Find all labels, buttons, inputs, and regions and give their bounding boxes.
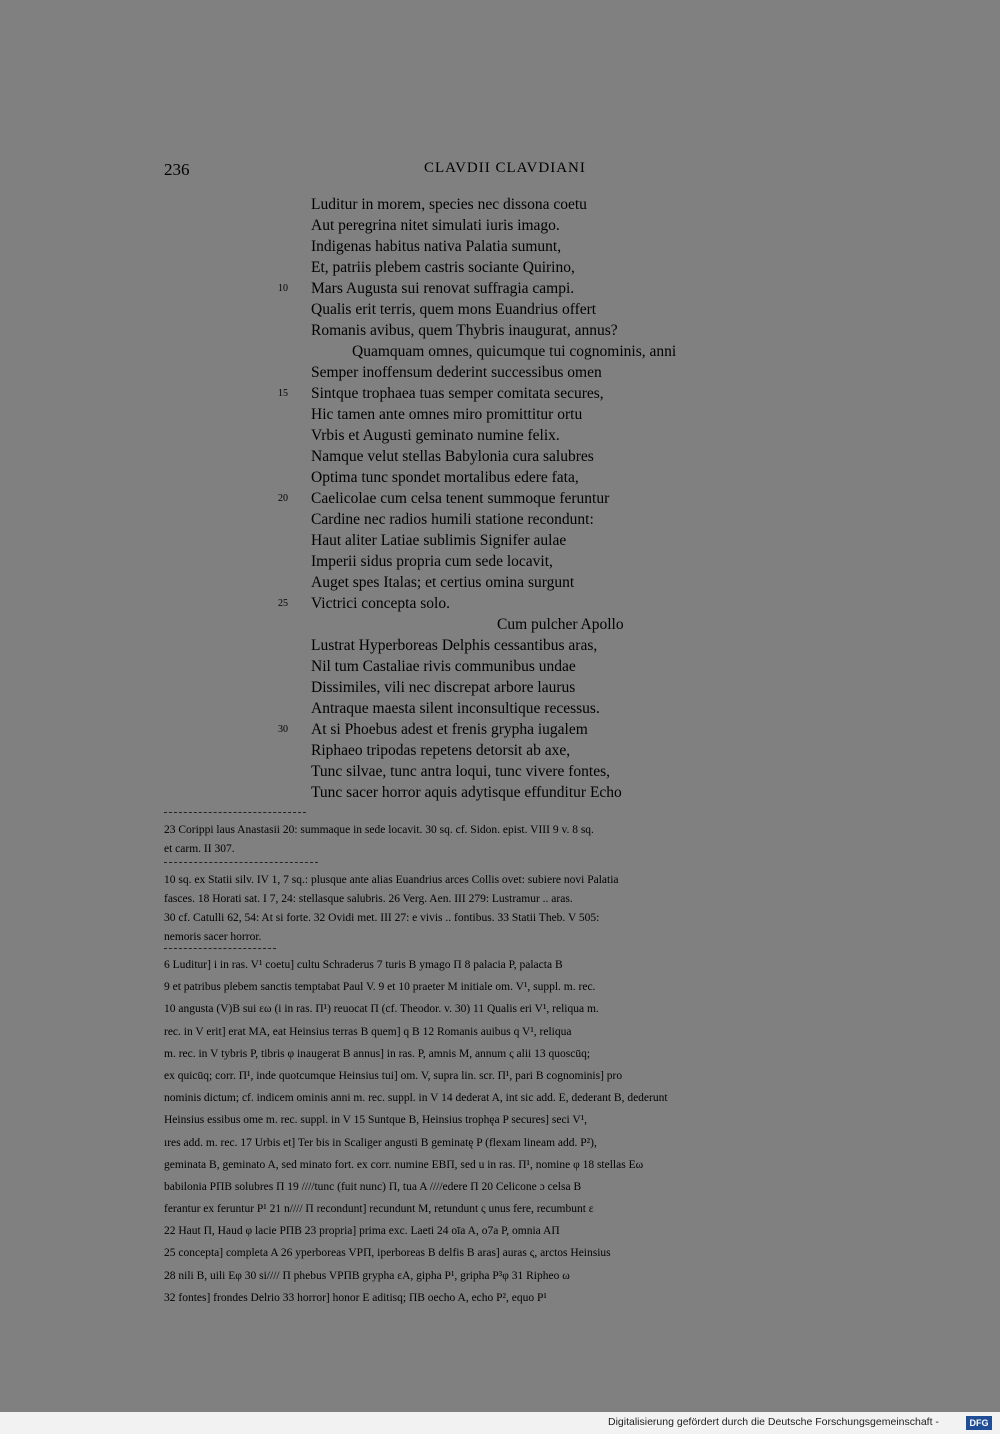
apparatus-line: 9 et patribus plebem sanctis temptabat Paul V. 9 et 10 praeter M initiale om. V¹, suppl. m. rec. [164,981,596,994]
separator-rule [164,862,318,863]
verse-text: Tunc sacer horror aquis adytisque effunditur Echo [311,784,622,801]
verse-line [0,299,1000,320]
line-number: 30 [278,724,288,735]
verse-line [0,530,1000,551]
verse-line [0,236,1000,257]
verse-line [0,656,1000,677]
note-line: et carm. II 307. [164,843,235,855]
note-line: 10 sq. ex Statii silv. IV 1, 7 sq.: plusque ante alias Euandrius arces Collis ovet: subiere novi Palatia [164,874,619,886]
verse-line [0,362,1000,383]
line-number: 20 [278,493,288,504]
apparatus-line: ex quicūq; corr. Π¹, inde quotcumque Heinsius tui] om. V, supra lin. scr. Π¹, pari B cognominis] pro [164,1069,623,1082]
verse-text: Romanis avibus, quem Thybris inaugurat, annus? [311,322,618,339]
verse-line [0,782,1000,803]
apparatus-line: ıres add. m. rec. 17 Urbis et] Ter bis in Scaliger angusti B geminatę P (flexam lineam add. P²), [164,1136,597,1149]
note-line: 30 cf. Catulli 62, 54: At si forte. 32 Ovidi met. III 27: e vivis .. fontibus. 33 Statii Theb. V 505: [164,912,600,924]
source-notes-a [164,821,836,859]
verse-line [0,488,1000,509]
verse-line [0,257,1000,278]
verse-line [0,551,1000,572]
verse-line [0,572,1000,593]
apparatus-line: 28 nili B, uili Eφ 30 si//// Π phebus VPΠB grypha εA, gipha P¹, gripha P³φ 31 Ripheo ω [164,1269,570,1282]
source-notes-b [164,871,836,947]
verse-text: Auget spes Italas; et certius omina surgunt [311,574,575,591]
apparatus-line: 32 fontes] frondes Delrio 33 horror] honor E aditisq; ΠB oecho A, echo P², equo P¹ [164,1291,547,1304]
verse-text: Qualis erit terris, quem mons Euandrius offert [311,301,597,318]
apparatus-line: ferantur ex feruntur P¹ 21 n//// Π recondunt] recundunt M, retundunt ς unus fere, recumbunt ε [164,1203,594,1216]
verse-text: Caelicolae cum celsa tenent summoque feruntur [311,490,610,507]
verse-text: Hic tamen ante omnes miro promittitur ortu [311,406,583,423]
verse-text: Dissimiles, vili nec discrepat arbore laurus [311,679,576,696]
verse-text: Riphaeo tripodas repetens detorsit ab axe, [311,742,571,759]
verse-line [0,278,1000,299]
separator-rule [164,812,306,813]
line-number: 10 [278,283,288,294]
verse-line [0,593,1000,614]
verse-line [0,761,1000,782]
verse-line [0,320,1000,341]
apparatus-line: 10 angusta (V)B sui εω (i in ras. Π¹) reuocat Π (cf. Theodor. v. 30) 11 Qualis eri V¹, reliqua m. [164,1003,599,1016]
verse-line [0,719,1000,740]
verse-line [0,425,1000,446]
verse-line [0,698,1000,719]
verse-text: Antraque maesta silent inconsultique recessus. [311,700,600,717]
apparatus-line: rec. in V erit] erat MA, eat Heinsius terras B quem] q B 12 Romanis auibus q V¹, reliqua [164,1025,572,1038]
verse-text: At si Phoebus adest et frenis grypha iugalem [311,721,588,738]
note-line: 23 Corippi laus Anastasii 20: summaque in sede locavit. 30 sq. cf. Sidon. epist. VIII 9 v. 8 sq. [164,824,594,836]
verse-text: Sintque trophaea tuas semper comitata secures, [311,385,604,402]
apparatus-line: 6 Luditur] i in ras. V¹ coetu] cultu Schraderus 7 turis B ymago Π 8 palacia P, palacta B [164,959,563,971]
critical-apparatus [164,954,836,1309]
verse-text: Luditur in morem, species nec dissona coetu [311,196,587,213]
verse-line [0,614,1000,635]
apparatus-line: 25 concepta] completa A 26 yperboreas VPΠ, iperboreas B delfis B aras] auras ς, arctos Heinsius [164,1247,611,1260]
verse-line [0,677,1000,698]
verse-text: Namque velut stellas Babylonia cura salubres [311,448,594,465]
dfg-logo[interactable]: DFG [966,1416,992,1430]
verse-text: Cardine nec radios humili statione recondunt: [311,511,594,528]
footer-text: Digitalisierung gefördert durch die Deutsche Forschungsgemeinschaft - [608,1416,939,1428]
page-number: 236 [164,160,190,179]
verse-line [0,341,1000,362]
verse-text: Haut aliter Latiae sublimis Signifer aulae [311,532,567,549]
apparatus-line: nominis dictum; cf. indicem ominis anni m. rec. suppl. in V 14 dederat A, int sic add. E, dederant B, dederunt [164,1092,668,1105]
verse-line [0,404,1000,425]
apparatus-line: Heinsius essibus ome m. rec. suppl. in V 15 Suntque B, Heinsius trophęa P secures] seci V¹, [164,1114,588,1127]
verse-text: Imperii sidus propria cum sede locavit, [311,553,553,570]
running-title: CLAVDII CLAVDIANI [424,160,586,176]
verse-text: Optima tunc spondet mortalibus edere fata, [311,469,579,486]
verse-text: Cum pulcher Apollo [497,616,624,633]
verse-text: Quamquam omnes, quicumque tui cognominis, anni [352,343,677,360]
verse-line [0,215,1000,236]
verse-line [0,467,1000,488]
separator-rule [164,948,276,949]
verse-text: Aut peregrina nitet simulati iuris imago. [311,217,560,234]
verse-text: Tunc silvae, tunc antra loqui, tunc vivere fontes, [311,763,611,780]
verse-text: Mars Augusta sui renovat suffragia campi. [311,280,575,297]
verse-line [0,740,1000,761]
verse-line [0,509,1000,530]
verse-text: Nil tum Castaliae rivis communibus undae [311,658,576,675]
note-line: fasces. 18 Horati sat. I 7, 24: stellasque salubris. 26 Verg. Aen. III 279: Lustramur .. aras. [164,893,573,905]
apparatus-line: geminata B, geminato A, sed minato fort. ex corr. numine EBΠ, sed u in ras. Π¹, nomine φ 18 stellas Eω [164,1158,644,1171]
line-number: 15 [278,388,288,399]
verse-line [0,446,1000,467]
verse-text: Lustrat Hyperboreas Delphis cessantibus aras, [311,637,598,654]
line-number: 25 [278,598,288,609]
apparatus-line: 22 Haut Π, Haud φ lacie PΠB 23 propria] prima exc. Laeti 24 oīa A, o7a P, omnia AΠ [164,1225,560,1238]
footer-bar [0,1412,1000,1434]
verse-text: Et, patriis plebem castris sociante Quirino, [311,259,575,276]
apparatus-line: m. rec. in V tybris P, tibris φ inaugerat B annus] in ras. P, amnis M, annum ς alii 13 quoscūq; [164,1047,591,1060]
note-line: nemoris sacer horror. [164,931,262,943]
verse-text: Victrici concepta solo. [311,595,450,612]
verse-text: Indigenas habitus nativa Palatia sumunt, [311,238,562,255]
verse-line [0,383,1000,404]
verse-line [0,635,1000,656]
apparatus-line: babilonia PΠB solubres Π 19 ////tunc (fuit nunc) Π, tua A ////edere Π 20 Celicone ɔ celsa B [164,1180,582,1193]
poem-text [0,194,1000,803]
verse-line [0,194,1000,215]
verse-text: Vrbis et Augusti geminato numine felix. [311,427,560,444]
verse-text: Semper inoffensum dederint successibus omen [311,364,602,381]
